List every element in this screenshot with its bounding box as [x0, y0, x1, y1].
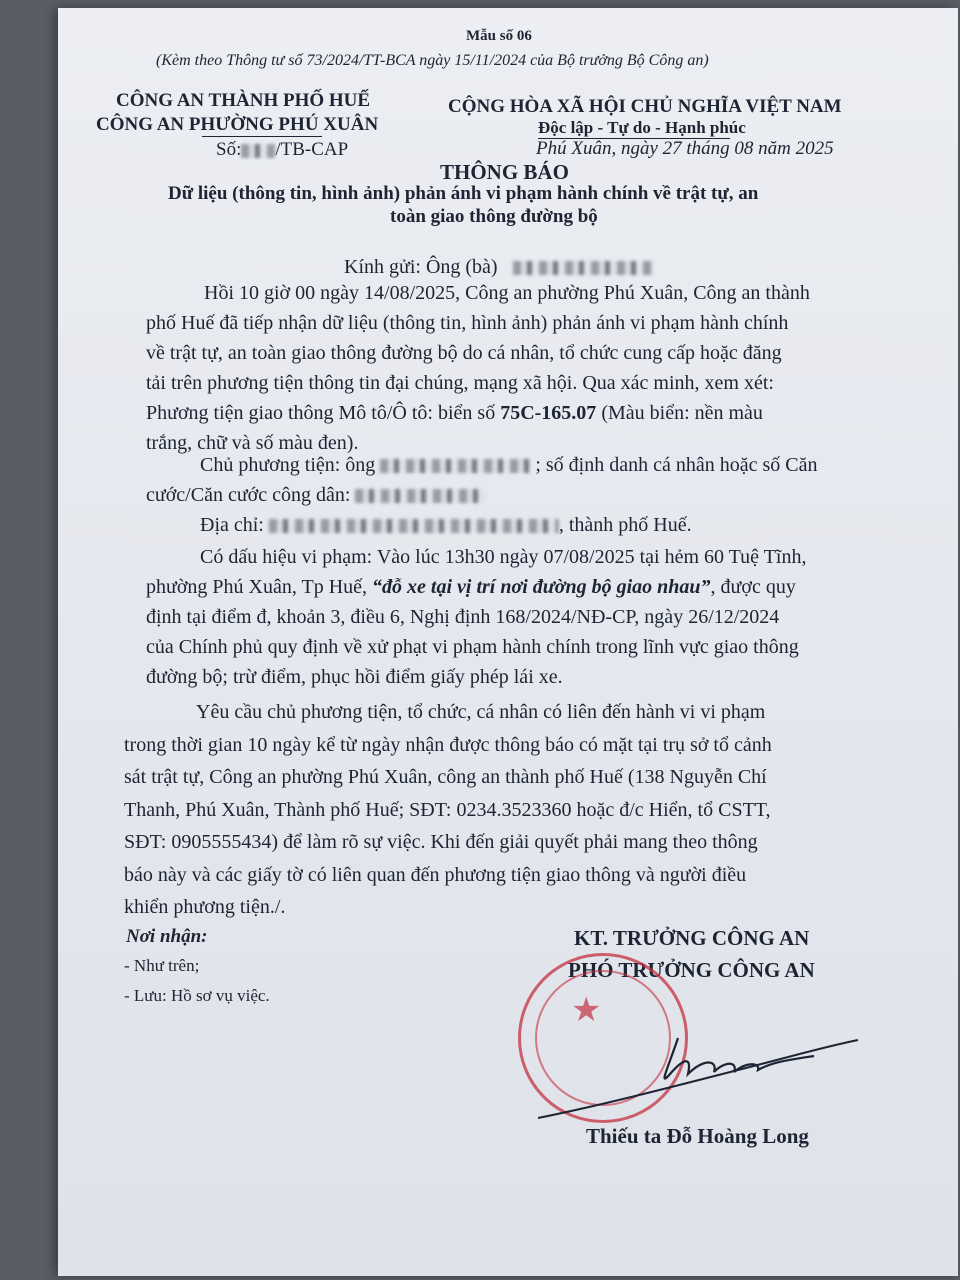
form-note: (Kèm theo Thông tư số 73/2024/TT-BCA ngày 15/11/2024 của Bộ trưởng Bộ Công an)	[156, 52, 709, 69]
intake-line: tải trên phương tiện thông tin đại chúng, mạng xã hội. Qua xác minh, xem xét:	[146, 372, 774, 394]
id-line	[146, 480, 946, 510]
recipient-item: - Như trên;	[124, 956, 200, 975]
intake-line: Hồi 10 giờ 00 ngày 14/08/2025, Công an phường Phú Xuân, Công an thành	[204, 282, 810, 304]
paragraph-owner	[146, 450, 946, 540]
redacted-address	[269, 519, 559, 533]
reference-suffix: /TB-CAP	[275, 139, 349, 160]
signer-title-2: PHÓ TRƯỞNG CÔNG AN	[568, 958, 815, 982]
violation-location: phường Phú Xuân, Tp Huế,	[146, 576, 373, 598]
document-title: THÔNG BÁO	[440, 160, 569, 184]
national-motto: Độc lập - Tự do - Hạnh phúc	[538, 118, 746, 137]
agency-ward: CÔNG AN PHƯỜNG PHÚ XUÂN	[96, 114, 379, 135]
vehicle-line	[146, 398, 946, 428]
redacted-owner-name	[380, 459, 530, 473]
violation-act: “đỗ xe tại vị trí nơi đường bộ giao nhau”	[372, 576, 711, 598]
document-date: Phú Xuân, ngày 27 tháng 08 năm 2025	[536, 138, 834, 159]
redacted-id	[355, 489, 485, 503]
recipients-label: Nơi nhận:	[126, 926, 208, 947]
reference-number	[216, 139, 348, 161]
reference-prefix: Số:	[216, 139, 242, 160]
paragraph-request	[124, 696, 958, 924]
intake-line: phố Huế đã tiếp nhận dữ liệu (thông tin, hình ảnh) phản ánh vi phạm hành chính	[146, 312, 789, 334]
request-line: trong thời gian 10 ngày kể từ ngày nhận được thông báo có mặt tại trụ sở tổ cảnh	[124, 733, 772, 756]
republic-name: CỘNG HÒA XÃ HỘI CHỦ NGHĨA VIỆT NAM	[448, 96, 842, 117]
violation-line: Có dấu hiệu vi phạm: Vào lúc 13h30 ngày 07/08/2025 tại hẻm 60 Tuệ Tĩnh,	[200, 546, 807, 568]
owner-prefix: Chủ phương tiện: ông	[200, 454, 376, 476]
agency-city: CÔNG AN THÀNH PHỐ HUẾ	[116, 90, 371, 111]
signer-title-1: KT. TRƯỞNG CÔNG AN	[574, 926, 810, 950]
vehicle-suffix: (Màu biển: nền màu	[596, 402, 763, 424]
violation-line: đường bộ; trừ điểm, phục hồi điểm giấy phép lái xe.	[146, 666, 563, 688]
title-line-1: Dữ liệu (thông tin, hình ảnh) phản ánh vi phạm hành chính về trật tự, an	[168, 183, 759, 204]
request-line: sát trật tự, Công an phường Phú Xuân, công an thành phố Huế (138 Nguyễn Chí	[124, 766, 767, 788]
violation-line	[146, 572, 958, 602]
title-line-2: toàn giao thông đường bộ	[390, 206, 598, 227]
owner-suffix: ; số định danh cá nhân hoặc số Căn	[535, 454, 818, 476]
signer-name: Thiếu ta Đỗ Hoàng Long	[586, 1124, 809, 1148]
request-line: Thanh, Phú Xuân, Thành phố Huế; SĐT: 0234.3523360 hoặc đ/c Hiển, tổ CSTT,	[124, 798, 771, 821]
star-emblem-icon: ★	[571, 992, 602, 1029]
left-underline	[202, 136, 322, 137]
paragraph-intake	[146, 278, 946, 458]
request-line: báo này và các giấy tờ có liên quan đến phương tiện giao thông và người điều	[124, 863, 747, 886]
redacted-recipient	[513, 261, 653, 275]
violation-cont: , được quy	[710, 576, 796, 598]
violation-line: định tại điểm đ, khoản 3, điều 6, Nghị định 168/2024/NĐ-CP, ngày 26/12/2024	[146, 606, 780, 628]
greeting	[344, 256, 653, 279]
owner-line	[146, 450, 946, 480]
address-line	[146, 510, 946, 540]
vehicle-prefix: Phương tiện giao thông Mô tô/Ô tô: biển số	[146, 402, 501, 424]
recipient-item: - Lưu: Hồ sơ vụ việc.	[124, 986, 270, 1005]
violation-line: của Chính phủ quy định về xử phạt vi phạm hành chính trong lĩnh vực giao thông	[146, 636, 799, 658]
handwritten-signature	[528, 1018, 868, 1128]
document-page	[58, 8, 958, 1276]
redacted-number	[241, 144, 275, 158]
license-plate: 75C-165.07	[500, 402, 597, 424]
id-label: cước/Căn cước công dân:	[146, 484, 351, 506]
intake-line: về trật tự, an toàn giao thông đường bộ do cá nhân, tổ chức cung cấp hoặc đăng	[146, 342, 782, 364]
request-line: khiển phương tiện./.	[124, 896, 286, 918]
paragraph-violation	[146, 542, 958, 692]
request-line: Yêu cầu chủ phương tiện, tổ chức, cá nhân có liên đến hành vi vi phạm	[196, 701, 766, 723]
address-suffix: , thành phố Huế.	[558, 514, 692, 536]
form-number: Mẫu số 06	[466, 28, 532, 44]
address-label: Địa chỉ:	[200, 514, 264, 536]
greeting-label: Kính gửi: Ông (bà)	[344, 256, 498, 278]
vehicle-line-2: trắng, chữ và số màu đen).	[146, 432, 359, 454]
request-line: SĐT: 0905555434) để làm rõ sự việc. Khi đến giải quyết phải mang theo thông	[124, 831, 758, 853]
